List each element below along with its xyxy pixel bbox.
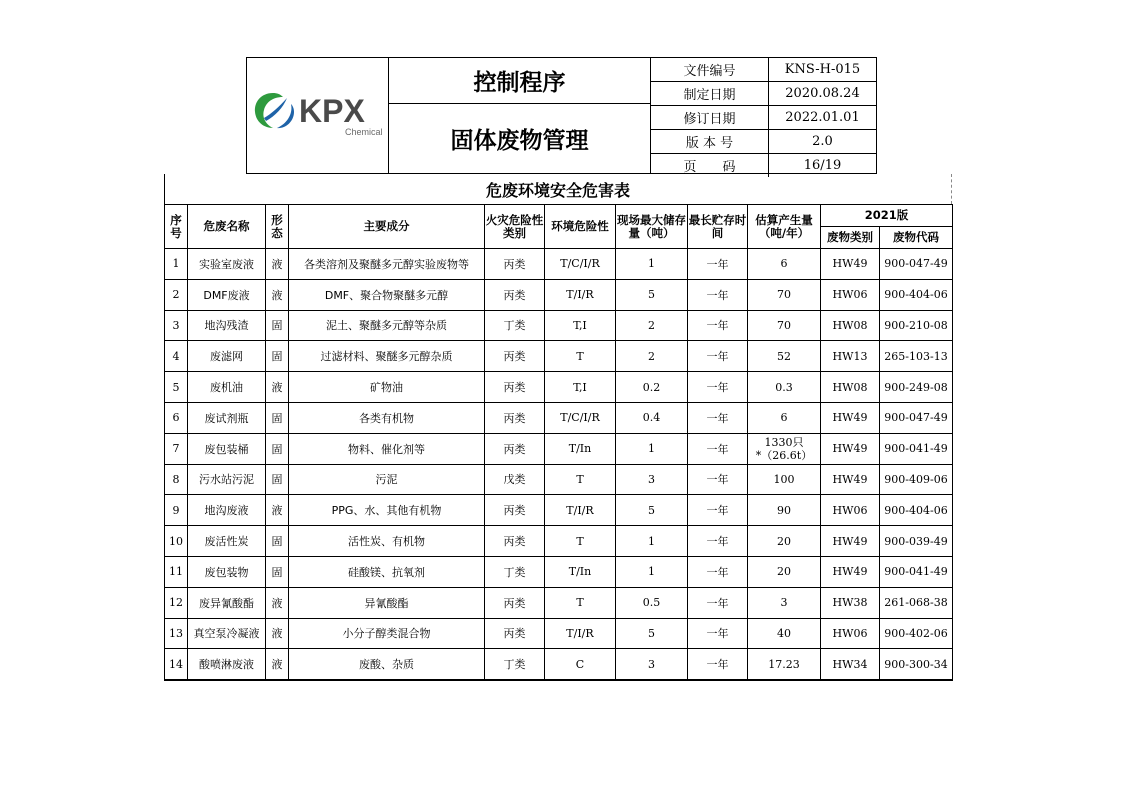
cell-env-hazard: T,I [545,310,616,341]
cell-fire-class: 丙类 [485,372,545,403]
cell-env-hazard: T/In [545,433,616,464]
cell-code: 900-210-08 [880,310,953,341]
cell-seq: 4 [165,341,188,372]
cell-category: HW49 [821,526,880,557]
cell-name: 地沟残渣 [188,310,266,341]
cell-components: DMF、聚合物聚醚多元醇 [289,279,485,310]
cell-env-hazard: T/I/R [545,618,616,649]
meta-value: 2.0 [769,130,877,154]
cell-estimate [748,310,821,341]
cell-fire-class: 丙类 [485,587,545,618]
header-fire-class: 火灾危险性类别 [485,205,545,249]
cell-category: HW06 [821,279,880,310]
cell-env-hazard: T/In [545,556,616,587]
cell-category: HW34 [821,649,880,680]
table-row [165,433,953,464]
cell-fire-class: 丙类 [485,618,545,649]
cell-components: 泥土、聚醚多元醇等杂质 [289,310,485,341]
cell-code: 900-404-06 [880,495,953,526]
table-row [165,464,953,495]
meta-label: 制定日期 [651,82,769,106]
cell-category: HW06 [821,495,880,526]
cell-storage-time: 一年 [688,279,748,310]
meta-row [651,130,876,154]
header-storage-time: 最长贮存时间 [688,205,748,249]
cell-max-storage: 2 [616,310,688,341]
cell-seq: 5 [165,372,188,403]
cell-components: 过滤材料、聚醚多元醇杂质 [289,341,485,372]
table-row [165,649,953,680]
estimate-value: 40 [777,626,791,640]
company-logo [247,58,389,173]
meta-value: 2020.08.24 [769,82,877,106]
cell-estimate [748,556,821,587]
cell-estimate [748,279,821,310]
hazard-table-section [164,174,952,681]
cell-components: 各类溶剂及聚醚多元醇实验废物等 [289,249,485,280]
cell-code: 900-404-06 [880,279,953,310]
cell-storage-time: 一年 [688,249,748,280]
meta-label: 文件编号 [651,58,769,82]
cell-components: 各类有机物 [289,402,485,433]
cell-seq: 9 [165,495,188,526]
table-row [165,526,953,557]
cell-form: 液 [266,618,289,649]
cell-form: 液 [266,279,289,310]
cell-max-storage: 5 [616,618,688,649]
cell-storage-time: 一年 [688,618,748,649]
cell-estimate [748,249,821,280]
procedure-title: 控制程序 [389,58,650,104]
cell-estimate [748,495,821,526]
cell-category: HW49 [821,433,880,464]
table-row [165,402,953,433]
cell-fire-class: 丙类 [485,249,545,280]
cell-env-hazard: T/I/R [545,279,616,310]
cell-storage-time: 一年 [688,372,748,403]
cell-estimate [748,526,821,557]
cell-env-hazard: T [545,526,616,557]
cell-name: 废活性炭 [188,526,266,557]
cell-code: 900-041-49 [880,433,953,464]
cell-env-hazard: C [545,649,616,680]
header-components: 主要成分 [289,205,485,249]
table-title: 危废环境安全危害表 [164,174,952,204]
cell-code: 900-249-08 [880,372,953,403]
meta-row [651,106,876,130]
cell-form: 液 [266,249,289,280]
estimate-value: 20 [777,565,791,579]
cell-name: 污水站污泥 [188,464,266,495]
cell-code: 900-409-06 [880,464,953,495]
cell-fire-class: 丙类 [485,495,545,526]
estimate-value: 90 [777,503,791,517]
cell-code: 900-041-49 [880,556,953,587]
cell-fire-class: 丙类 [485,402,545,433]
estimate-value: 20 [777,534,791,548]
cell-fire-class: 丁类 [485,649,545,680]
cell-components: 废酸、杂质 [289,649,485,680]
meta-value: KNS-H-015 [769,58,877,82]
cell-max-storage: 0.5 [616,587,688,618]
cell-fire-class: 丙类 [485,279,545,310]
cell-code: 265-103-13 [880,341,953,372]
cell-estimate [748,433,821,464]
cell-env-hazard: T,I [545,372,616,403]
header-max-storage: 现场最大储存量（吨） [616,205,688,249]
header-env-hazard: 环境危险性 [545,205,616,249]
cell-fire-class: 戊类 [485,464,545,495]
cell-code: 900-039-49 [880,526,953,557]
cell-form: 固 [266,526,289,557]
cell-form: 液 [266,649,289,680]
cell-form: 液 [266,587,289,618]
estimate-value: 6 [780,411,788,425]
cell-form: 固 [266,556,289,587]
cell-estimate [748,341,821,372]
cell-form: 固 [266,464,289,495]
cell-seq: 8 [165,464,188,495]
cell-max-storage: 1 [616,433,688,464]
header-seq: 序号 [165,205,188,249]
cell-estimate [748,372,821,403]
table-row [165,249,953,280]
cell-fire-class: 丙类 [485,433,545,464]
estimate-value: 70 [777,288,791,302]
header-estimate: 估算产生量（吨/年） [748,205,821,249]
cell-estimate [748,587,821,618]
estimate-note: *（26.6t） [755,448,813,462]
cell-form: 液 [266,495,289,526]
cell-components: 小分子醇类混合物 [289,618,485,649]
cell-name: 实验室废液 [188,249,266,280]
cell-category: HW08 [821,310,880,341]
meta-label: 修订日期 [651,106,769,130]
header-version: 2021版 [821,205,953,227]
cell-seq: 7 [165,433,188,464]
cell-fire-class: 丁类 [485,556,545,587]
cell-estimate [748,464,821,495]
estimate-value: 0.3 [775,380,793,394]
cell-name: 废试剂瓶 [188,402,266,433]
cell-max-storage: 1 [616,526,688,557]
cell-category: HW06 [821,618,880,649]
table-row [165,372,953,403]
cell-seq: 14 [165,649,188,680]
cell-seq: 12 [165,587,188,618]
cell-name: 废包装物 [188,556,266,587]
cell-seq: 13 [165,618,188,649]
cell-env-hazard: T/C/I/R [545,402,616,433]
cell-estimate [748,649,821,680]
cell-code: 900-300-34 [880,649,953,680]
cell-storage-time: 一年 [688,526,748,557]
estimate-value: 70 [777,318,791,332]
cell-components: 硅酸镁、抗氧剂 [289,556,485,587]
cell-name: 地沟废液 [188,495,266,526]
meta-value: 2022.01.01 [769,106,877,130]
table-row [165,587,953,618]
cell-storage-time: 一年 [688,495,748,526]
table-row [165,310,953,341]
cell-form: 固 [266,341,289,372]
table-row [165,618,953,649]
cell-name: 废包装桶 [188,433,266,464]
cell-name: 废机油 [188,372,266,403]
estimate-value: 6 [780,257,788,271]
header-form: 形态 [266,205,289,249]
cell-seq: 1 [165,249,188,280]
cell-components: 污泥 [289,464,485,495]
meta-row [651,82,876,106]
document-header [246,57,877,174]
cell-env-hazard: T [545,341,616,372]
cell-code: 900-402-06 [880,618,953,649]
cell-form: 液 [266,372,289,403]
title-block [389,58,651,173]
meta-value: 16/19 [769,154,877,178]
cell-components: PPG、水、其他有机物 [289,495,485,526]
document-title: 固体废物管理 [450,128,589,154]
estimate-value: 100 [773,472,795,486]
table-body [165,249,953,681]
estimate-value: 17.23 [768,657,800,671]
cell-components: 异氰酸酯 [289,587,485,618]
table-row [165,556,953,587]
cell-storage-time: 一年 [688,649,748,680]
estimate-value: 3 [780,596,788,610]
cell-fire-class: 丙类 [485,341,545,372]
cell-storage-time: 一年 [688,433,748,464]
cell-seq: 3 [165,310,188,341]
cell-category: HW13 [821,341,880,372]
table-header-row [165,205,953,227]
cell-name: 废异氰酸酯 [188,587,266,618]
cell-storage-time: 一年 [688,402,748,433]
cell-components: 矿物油 [289,372,485,403]
header-name: 危废名称 [188,205,266,249]
cell-max-storage: 5 [616,495,688,526]
cell-storage-time: 一年 [688,556,748,587]
cell-storage-time: 一年 [688,464,748,495]
cell-code: 261-068-38 [880,587,953,618]
cell-estimate [748,402,821,433]
cell-components: 活性炭、有机物 [289,526,485,557]
cell-max-storage: 3 [616,649,688,680]
cell-category: HW49 [821,249,880,280]
table-row [165,495,953,526]
cell-form: 固 [266,433,289,464]
cell-fire-class: 丙类 [485,526,545,557]
cell-max-storage: 1 [616,556,688,587]
cell-seq: 11 [165,556,188,587]
hazard-table [164,204,953,681]
cell-storage-time: 一年 [688,587,748,618]
logo-sub-text: Chemical [345,127,383,137]
meta-label: 页 码 [651,154,769,178]
cell-max-storage: 0.2 [616,372,688,403]
cell-max-storage: 5 [616,279,688,310]
cell-max-storage: 1 [616,249,688,280]
estimate-value: 52 [777,349,791,363]
cell-name: 真空泵冷凝液 [188,618,266,649]
cell-category: HW38 [821,587,880,618]
cell-storage-time: 一年 [688,341,748,372]
document-meta-table [651,58,876,177]
cell-category: HW49 [821,402,880,433]
cell-form: 固 [266,310,289,341]
estimate-value: 1330只 [764,435,804,449]
cell-max-storage: 3 [616,464,688,495]
cell-env-hazard: T/I/R [545,495,616,526]
table-row [165,279,953,310]
cell-seq: 6 [165,402,188,433]
cell-seq: 2 [165,279,188,310]
table-row [165,341,953,372]
cell-estimate [748,618,821,649]
cell-name: DMF废液 [188,279,266,310]
cell-category: HW49 [821,464,880,495]
cell-fire-class: 丁类 [485,310,545,341]
cell-category: HW08 [821,372,880,403]
cell-env-hazard: T [545,464,616,495]
cell-seq: 10 [165,526,188,557]
logo-brand-text: KPX [299,93,365,129]
meta-label: 版 本 号 [651,130,769,154]
cell-components: 物料、催化剂等 [289,433,485,464]
header-code: 废物代码 [880,227,953,249]
meta-row [651,58,876,82]
header-category: 废物类别 [821,227,880,249]
cell-code: 900-047-49 [880,249,953,280]
cell-name: 废滤网 [188,341,266,372]
cell-code: 900-047-49 [880,402,953,433]
cell-category: HW49 [821,556,880,587]
cell-name: 酸喷淋废液 [188,649,266,680]
cell-max-storage: 0.4 [616,402,688,433]
cell-max-storage: 2 [616,341,688,372]
cell-env-hazard: T [545,587,616,618]
cell-env-hazard: T/C/I/R [545,249,616,280]
cell-form: 固 [266,402,289,433]
cell-storage-time: 一年 [688,310,748,341]
kpx-logo-icon [251,88,385,138]
